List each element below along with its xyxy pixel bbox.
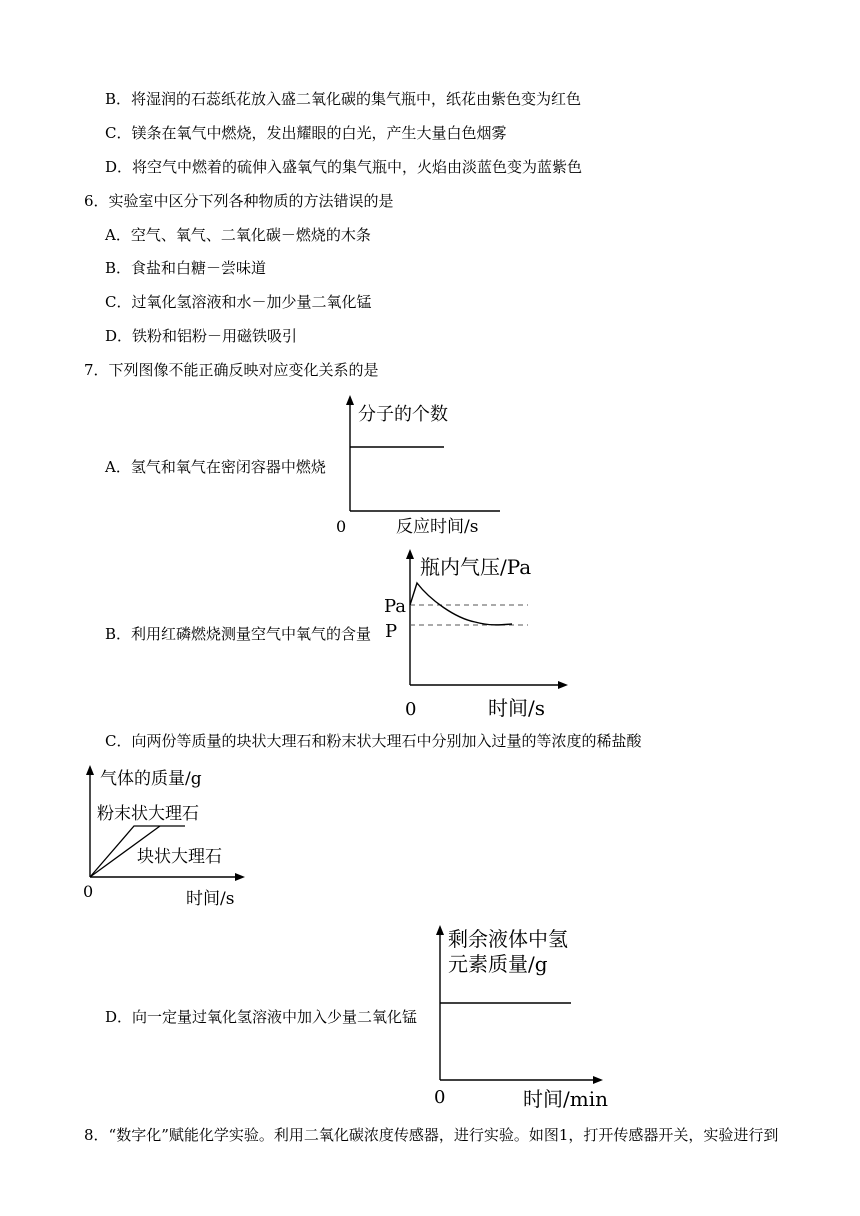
- graph-d-ylabel-2: 元素质量/g: [448, 952, 548, 976]
- q7-stem: 7．下列图像不能正确反映对应变化关系的是: [84, 361, 379, 379]
- q5-option-d: D．将空气中燃着的硫伸入盛氧气的集气瓶中，火焰由淡蓝色变为蓝紫色: [105, 158, 583, 176]
- graph-c-series1: 粉末状大理石: [97, 804, 199, 824]
- graph-b-ylabel: 瓶内气压/Pa: [420, 555, 532, 579]
- q5-option-b: B．将湿润的石蕊纸花放入盛二氧化碳的集气瓶中，纸花由紫色变为红色: [105, 90, 582, 108]
- graph-d-xlabel: 时间/min: [523, 1087, 608, 1111]
- graph-a-ylabel: 分子的个数: [358, 404, 448, 425]
- graph-d-ylabel-1: 剩余液体中氢: [448, 927, 568, 951]
- q6-option-b: B．食盐和白糖－尝味道: [105, 259, 267, 277]
- graph-c-powder-line: [90, 826, 185, 877]
- graph-a-xlabel: 反应时间/s: [396, 517, 479, 537]
- graph-b-origin: 0: [405, 699, 417, 720]
- graph-c-origin: 0: [83, 882, 94, 901]
- graph-b-curve: [410, 583, 512, 625]
- graph-c-ylabel: 气体的质量/g: [100, 769, 202, 789]
- q5-option-c: C．镁条在氧气中燃烧，发出耀眼的白光，产生大量白色烟雾: [105, 124, 507, 142]
- q6-option-d: D．铁粉和铝粉－用磁铁吸引: [105, 327, 298, 345]
- graph-a-origin: 0: [336, 517, 347, 536]
- graph-c-block-line: [90, 826, 160, 877]
- graph-c-series2: 块状大理石: [137, 847, 222, 867]
- graph-c-xlabel: 时间/s: [186, 889, 235, 909]
- q7-option-c: C．向两份等质量的块状大理石和粉末状大理石中分别加入过量的等浓度的稀盐酸: [105, 732, 642, 750]
- q6-option-c: C．过氧化氢溶液和水－加少量二氧化锰: [105, 293, 372, 311]
- graph-d-origin: 0: [434, 1087, 446, 1108]
- q6-stem: 6．实验室中区分下列各种物质的方法错误的是: [84, 192, 394, 210]
- q6-option-a: A．空气、氧气、二氧化碳－燃烧的木条: [105, 226, 371, 244]
- graph-b-tick-p: P: [385, 621, 398, 642]
- graph-b-tick-pa: Pa: [384, 596, 407, 617]
- q7-option-d: D．向一定量过氧化氢溶液中加入少量二氧化锰: [105, 1008, 418, 1026]
- q7-option-a: A．氢气和氧气在密闭容器中燃烧: [105, 458, 326, 476]
- q8-stem: 8．“数字化”赋能化学实验。利用二氧化碳浓度传感器，进行实验。如图1，打开传感器开关，实验进行到: [84, 1126, 779, 1144]
- graph-b-xlabel: 时间/s: [488, 696, 546, 720]
- q7-option-b: B．利用红磷燃烧测量空气中氧气的含量: [105, 625, 372, 643]
